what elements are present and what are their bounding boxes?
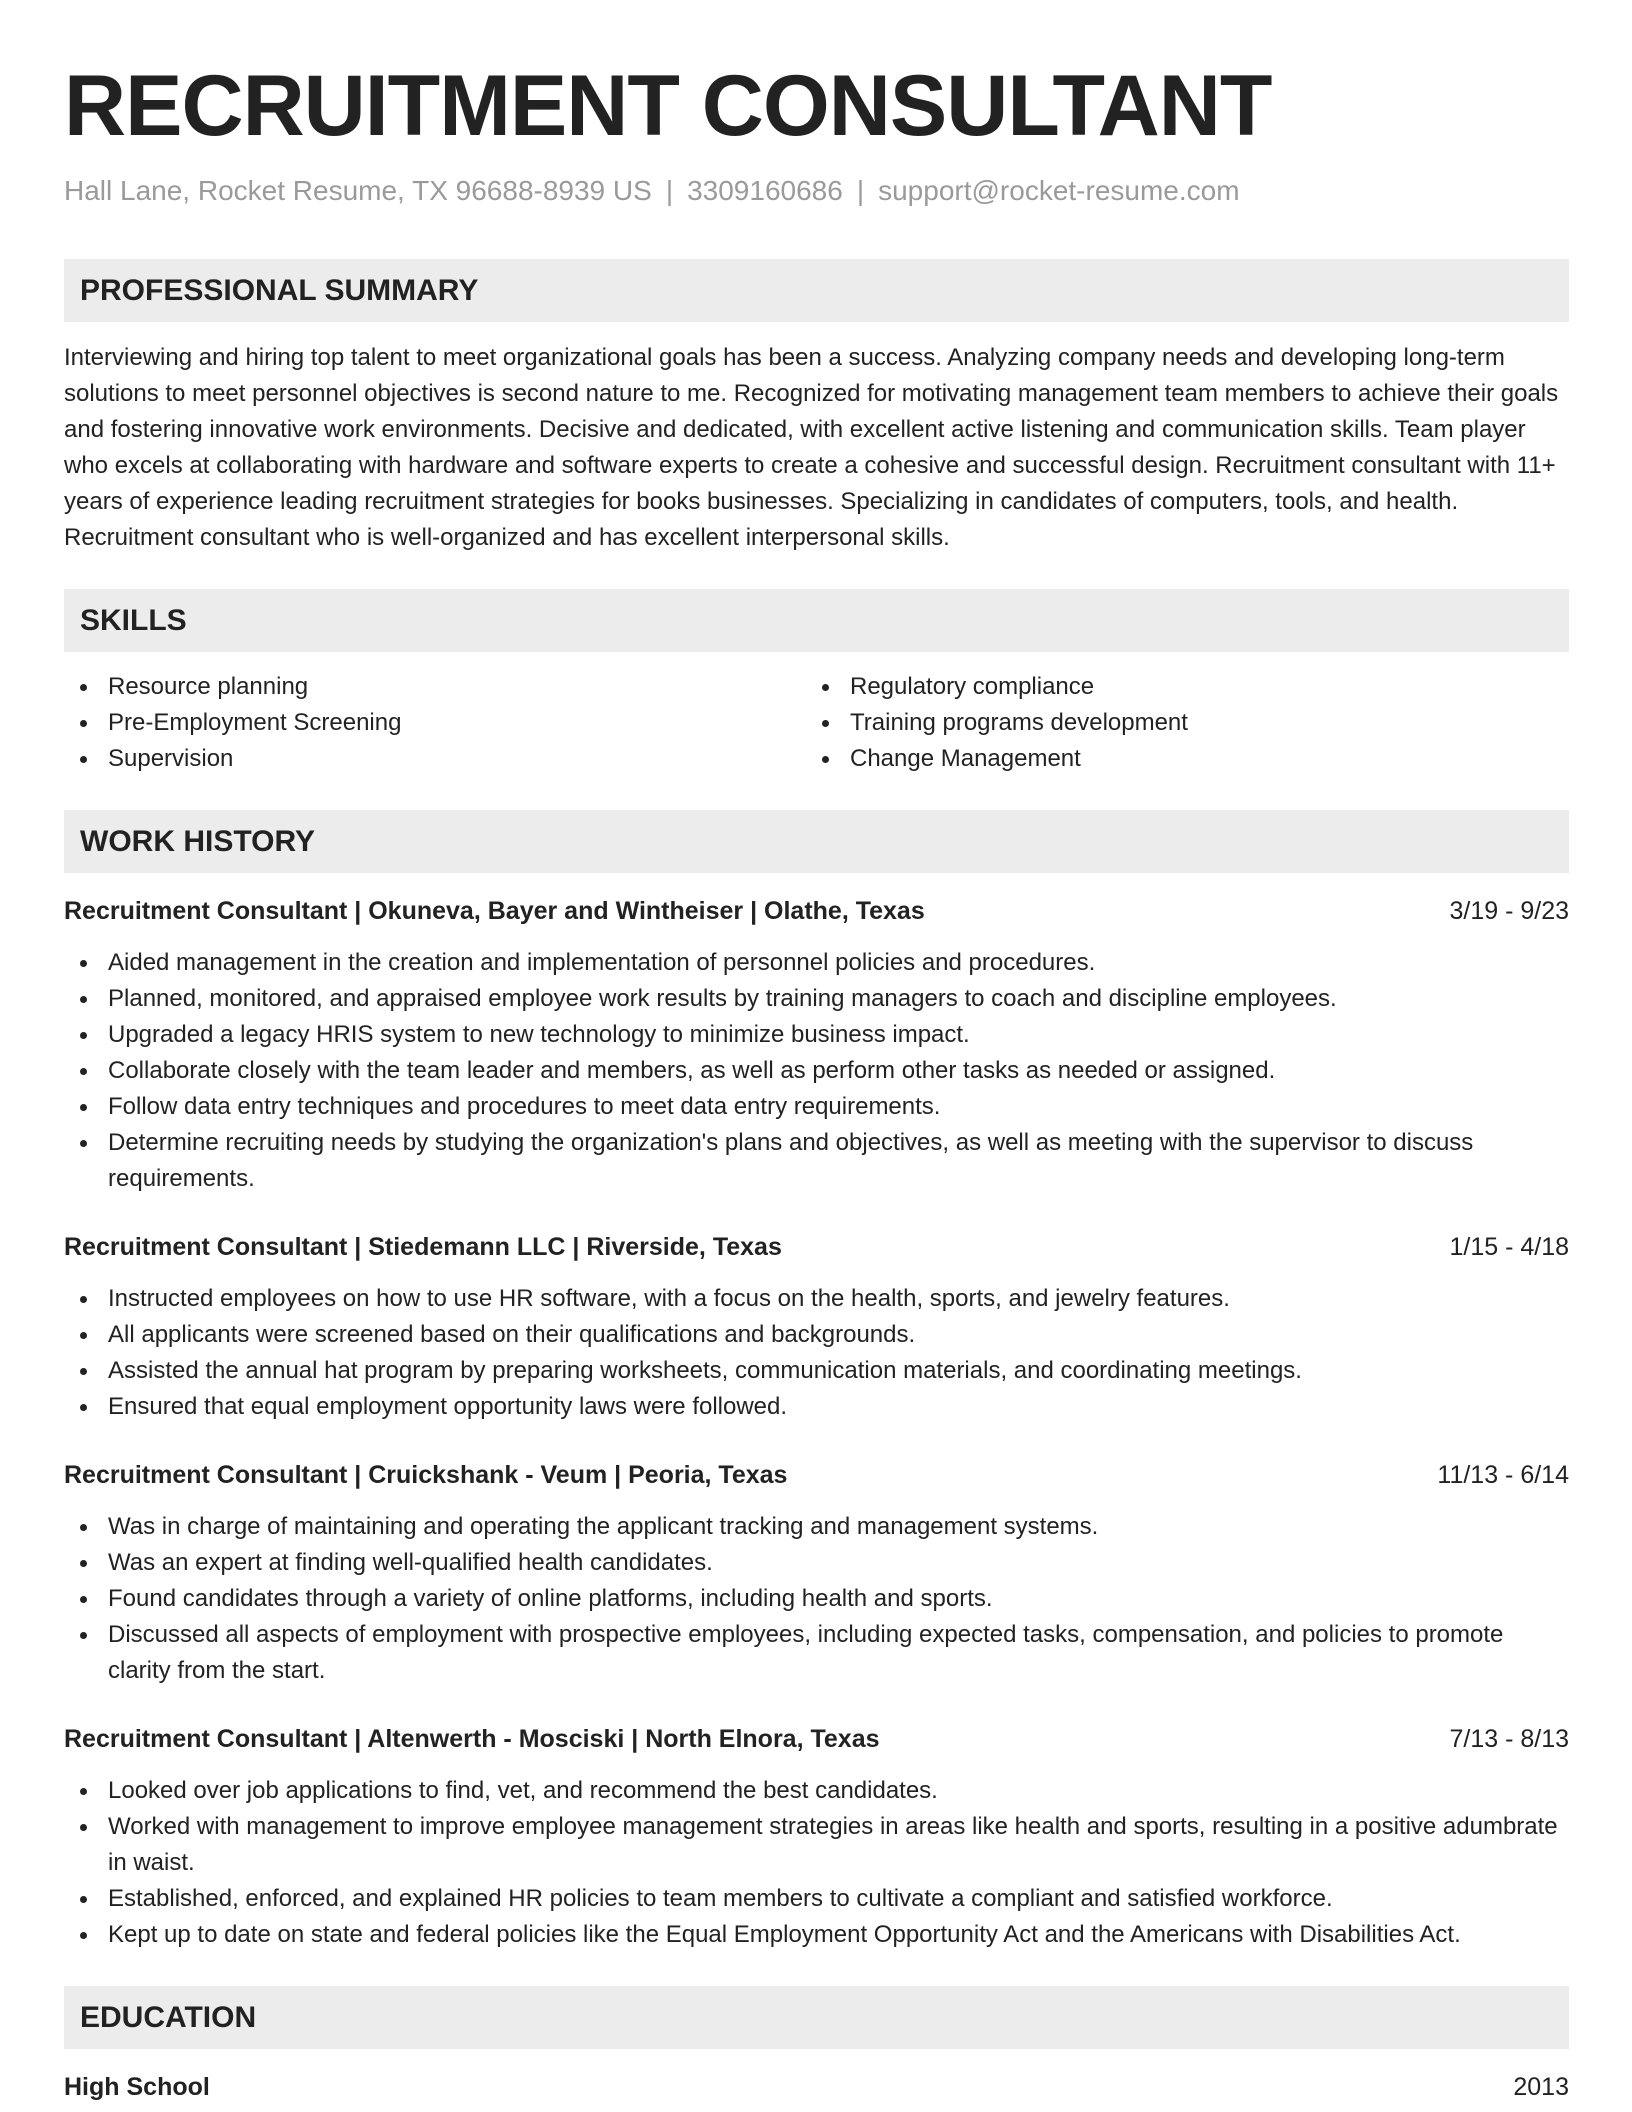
job-title-row	[64, 1229, 1569, 1265]
candidate-name: RECRUITMENT CONSULTANT	[64, 58, 1272, 154]
job-bullet: Ensured that equal employment opportunity laws were followed.	[64, 1389, 1569, 1425]
education-year: 2013	[1513, 2073, 1569, 2101]
job-title: Recruitment Consultant | Okuneva, Bayer and Wintheiser | Olathe, Texas	[64, 897, 925, 925]
job-dates: 3/19 - 9/23	[1449, 897, 1569, 925]
job-title-row	[64, 1721, 1569, 1757]
job-bullet: Determine recruiting needs by studying the organization's plans and objectives, as well as meeting with the supervisor to discuss requirements.	[64, 1125, 1569, 1197]
job-bullet: Upgraded a legacy HRIS system to new technology to minimize business impact.	[64, 1017, 1569, 1053]
job-bullet: Follow data entry techniques and procedures to meet data entry requirements.	[64, 1089, 1569, 1125]
job-bullets	[64, 1281, 1569, 1425]
job-bullets	[64, 945, 1569, 1197]
job-title-row	[64, 893, 1569, 929]
job-bullets	[64, 1509, 1569, 1689]
job-entry	[64, 1721, 1569, 1953]
skills-list-right	[806, 669, 1569, 777]
skill-item: Pre-Employment Screening	[64, 705, 806, 741]
job-bullet: Planned, monitored, and appraised employee work results by training managers to coach and discipline employees.	[64, 981, 1569, 1017]
contact-separator: |	[665, 175, 674, 206]
skill-item: Resource planning	[64, 669, 806, 705]
job-dates: 11/13 - 6/14	[1437, 1461, 1569, 1489]
job-bullet: Was an expert at finding well-qualified health candidates.	[64, 1545, 1569, 1581]
job-title: Recruitment Consultant | Cruickshank - Veum | Peoria, Texas	[64, 1461, 788, 1489]
job-dates: 1/15 - 4/18	[1449, 1233, 1569, 1261]
education-degree: High School	[64, 2073, 210, 2101]
section-header-skills: SKILLS	[64, 589, 1569, 652]
job-bullet: Discussed all aspects of employment with prospective employees, including expected tasks, compensation, and policies to promote clarity from the start.	[64, 1617, 1569, 1689]
section-header-education: EDUCATION	[64, 1986, 1569, 2049]
job-entry	[64, 1229, 1569, 1425]
contact-separator: |	[856, 175, 865, 206]
education-entry	[64, 2069, 1569, 2105]
skill-item: Training programs development	[806, 705, 1569, 741]
job-bullet: Found candidates through a variety of online platforms, including health and sports.	[64, 1581, 1569, 1617]
contact-line	[64, 172, 1569, 210]
job-title-row	[64, 1457, 1569, 1493]
skill-item: Change Management	[806, 741, 1569, 777]
job-bullet: Assisted the annual hat program by preparing worksheets, communication materials, and coordinating meetings.	[64, 1353, 1569, 1389]
job-title: Recruitment Consultant | Stiedemann LLC | Riverside, Texas	[64, 1233, 782, 1261]
job-bullet: Was in charge of maintaining and operating the applicant tracking and management systems.	[64, 1509, 1569, 1545]
job-bullets	[64, 1773, 1569, 1953]
job-bullet: Collaborate closely with the team leader and members, as well as perform other tasks as needed or assigned.	[64, 1053, 1569, 1089]
skills-list-left	[64, 669, 806, 777]
address-text: Hall Lane, Rocket Resume, TX 96688-8939 US	[64, 175, 652, 206]
job-bullet: Kept up to date on state and federal policies like the Equal Employment Opportunity Act and the Americans with Disabilities Act.	[64, 1917, 1569, 1953]
job-bullet: Instructed employees on how to use HR software, with a focus on the health, sports, and jewelry features.	[64, 1281, 1569, 1317]
job-bullet: All applicants were screened based on their qualifications and backgrounds.	[64, 1317, 1569, 1353]
skill-item: Regulatory compliance	[806, 669, 1569, 705]
job-dates: 7/13 - 8/13	[1449, 1725, 1569, 1753]
job-title: Recruitment Consultant | Altenwerth - Mosciski | North Elnora, Texas	[64, 1725, 880, 1753]
job-bullet: Looked over job applications to find, vet, and recommend the best candidates.	[64, 1773, 1569, 1809]
job-bullet: Aided management in the creation and implementation of personnel policies and procedures.	[64, 945, 1569, 981]
skills-grid	[64, 669, 1569, 777]
section-header-work-history: WORK HISTORY	[64, 810, 1569, 873]
job-entry	[64, 1457, 1569, 1689]
job-bullet: Worked with management to improve employee management strategies in areas like health and sports, resulting in a positive adumbrate in waist.	[64, 1809, 1569, 1881]
email-text: support@rocket-resume.com	[878, 175, 1240, 206]
skill-item: Supervision	[64, 741, 806, 777]
section-header-summary: PROFESSIONAL SUMMARY	[64, 259, 1569, 322]
phone-text: 3309160686	[687, 175, 843, 206]
job-entry	[64, 893, 1569, 1197]
job-bullet: Established, enforced, and explained HR policies to team members to cultivate a compliant and satisfied workforce.	[64, 1881, 1569, 1917]
summary-paragraph: Interviewing and hiring top talent to meet organizational goals has been a success. Analyzing company needs and developing long-term solutions to meet personnel objectives is second nature to me. Recognized for motivating management team members to achieve their goals and fostering innovative work environments. Decisive and dedicated, with excellent active listening and communication skills. Team player who excels at collaborating with hardware and software experts to create a cohesive and successful design. Recruitment consultant with 11+ years of experience leading recruitment strategies for books businesses. Specializing in candidates of computers, tools, and health. Recruitment consultant who is well-organized and has excellent interpersonal skills.	[64, 344, 1559, 551]
